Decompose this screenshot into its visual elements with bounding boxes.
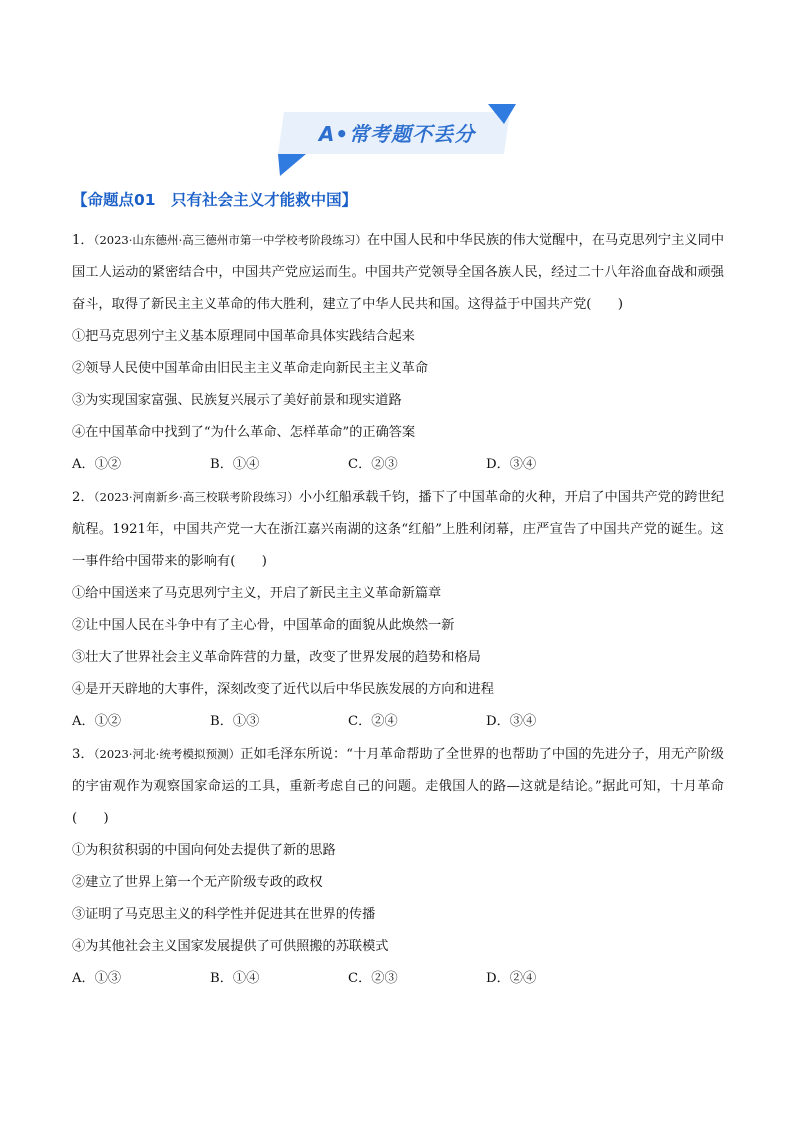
choice-b: B．①④ bbox=[210, 457, 260, 472]
choice-d: D．②④ bbox=[486, 971, 537, 986]
statement-2: ②领导人民使中国革命由旧民主主义革命走向新民主主义革命 bbox=[72, 361, 429, 376]
statement-4: ④在中国革命中找到了“为什么革命、怎样革命”的正确答案 bbox=[72, 425, 416, 440]
section-title: 【命题点01 只有社会主义才能救中国】 bbox=[72, 191, 358, 209]
statement-2: ②建立了世界上第一个无产阶级专政的政权 bbox=[72, 875, 323, 890]
statement-2: ②让中国人民在斗争中有了主心骨，中国革命的面貌从此焕然一新 bbox=[72, 618, 455, 633]
question-number: 1． bbox=[72, 233, 94, 248]
choice-c: C．②④ bbox=[348, 714, 398, 729]
questions-list bbox=[72, 224, 724, 995]
statement-3: ③为实现国家富强、民族复兴展示了美好前景和现实道路 bbox=[72, 393, 402, 408]
statement-4: ④是开天辟地的大事件，深刻改变了近代以后中华民族发展的方向和进程 bbox=[72, 682, 494, 697]
choice-d: D．③④ bbox=[486, 457, 537, 472]
choice-c: C．②③ bbox=[348, 971, 398, 986]
choice-c: C．②③ bbox=[348, 457, 398, 472]
choice-b: B．①④ bbox=[210, 971, 260, 986]
question-2 bbox=[72, 481, 724, 738]
question-text: 正如毛泽东所说：“十月革命帮助了全世界的也帮助了中国的先进分子，用无产阶级的宇宙观作为观察国家命运的工具，重新考虑自己的问题。走俄国人的路—这就是结论。”据此可知，十月革命( ) bbox=[72, 747, 724, 826]
question-stem bbox=[72, 481, 724, 578]
question-3 bbox=[72, 738, 724, 995]
question-number: 2． bbox=[72, 490, 94, 505]
statement-3: ③壮大了世界社会主义革命阵营的力量，改变了世界发展的趋势和格局 bbox=[72, 650, 481, 665]
answer-choices bbox=[72, 706, 724, 738]
question-source: （2023·河北·统考模拟预测） bbox=[93, 747, 241, 761]
question-source: （2023·河南新乡·高三校联考阶段练习） bbox=[93, 490, 299, 504]
banner-title: A•常考题不丢分 bbox=[318, 122, 476, 146]
choice-a: A．①② bbox=[72, 457, 122, 472]
statement-3: ③证明了马克思主义的科学性并促进其在世界的传播 bbox=[72, 907, 376, 922]
question-number: 3． bbox=[72, 747, 94, 762]
statement-4: ④为其他社会主义国家发展提供了可供照搬的苏联模式 bbox=[72, 939, 389, 954]
question-1 bbox=[72, 224, 724, 481]
answer-choices bbox=[72, 449, 724, 481]
question-source: （2023·山东德州·高三德州市第一中学校考阶段练习） bbox=[93, 233, 367, 247]
statement-1: ①为积贫积弱的中国向何处去提供了新的思路 bbox=[72, 843, 336, 858]
question-text: 在中国人民和中华民族的伟大觉醒中，在马克思列宁主义同中国工人运动的紧密结合中，中国共产党应运而生。中国共产党领导全国各族人民，经过二十八年浴血奋战和顽强奋斗，取得了新民主主义革命的伟大胜利，建立了中华人民共和国。这得益于中国共产党( ) bbox=[72, 233, 725, 312]
choice-a: A．①③ bbox=[72, 971, 122, 986]
statement-1: ①给中国送来了马克思列宁主义，开启了新民主主义革命新篇章 bbox=[72, 586, 442, 601]
choice-d: D．③④ bbox=[486, 714, 537, 729]
statement-1: ①把马克思列宁主义基本原理同中国革命具体实践结合起来 bbox=[72, 329, 415, 344]
choice-a: A．①② bbox=[72, 714, 122, 729]
answer-choices bbox=[72, 963, 724, 995]
choice-b: B．①③ bbox=[210, 714, 260, 729]
question-stem bbox=[72, 738, 724, 835]
section-banner bbox=[278, 104, 516, 176]
question-stem bbox=[72, 224, 724, 321]
question-text: 小小红船承载千钧，播下了中国革命的火种，开启了中国共产党的跨世纪航程。1921年，中国共产党一大在浙江嘉兴南湖的这条“红船”上胜利闭幕，庄严宣告了中国共产党的诞生。这一事件给中国带来的影响有( ) bbox=[72, 490, 725, 569]
